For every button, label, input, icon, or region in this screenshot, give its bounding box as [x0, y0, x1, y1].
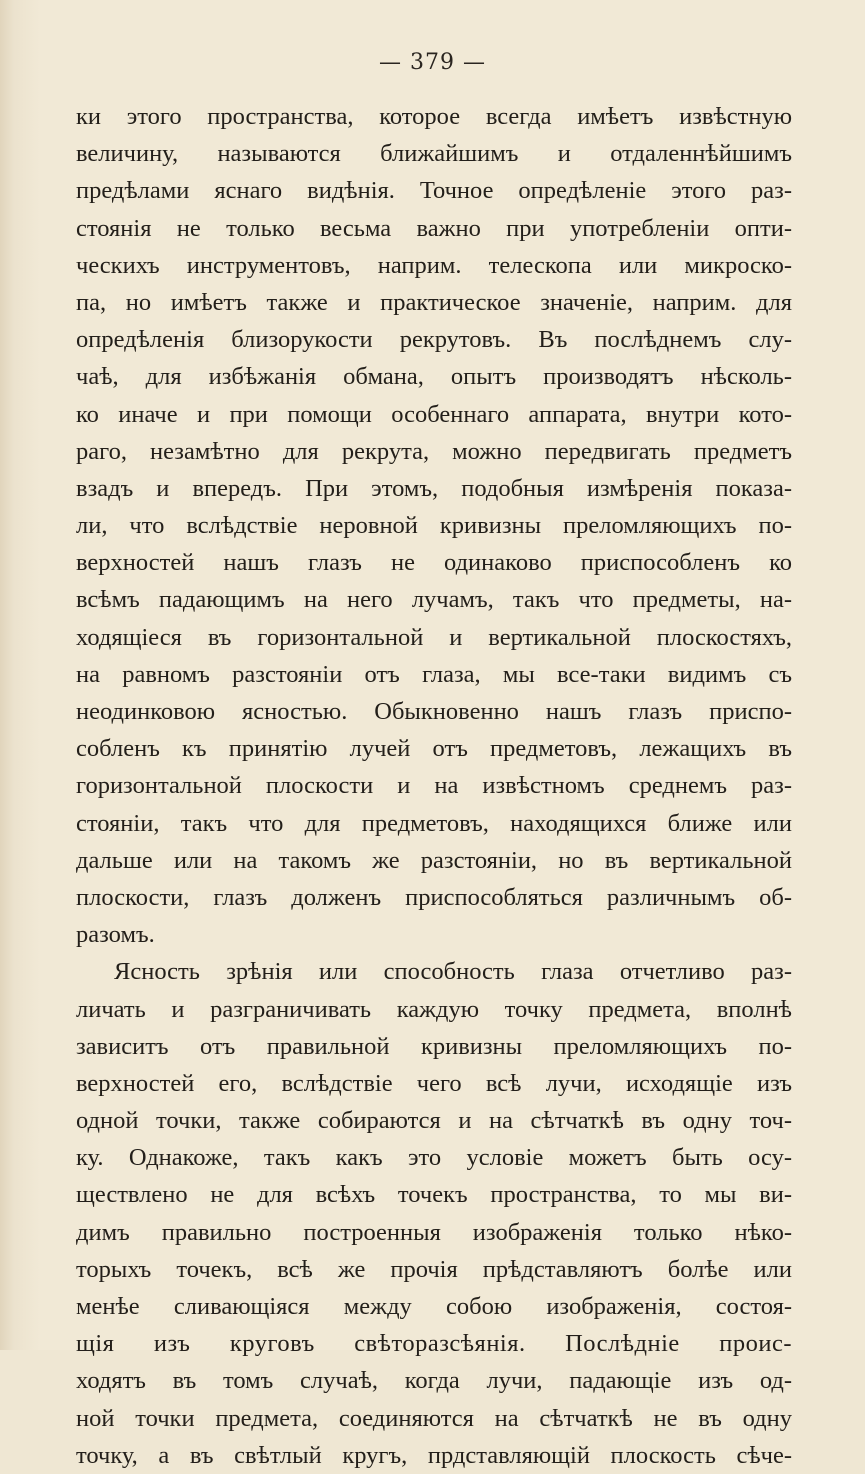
paragraph-1 — [76, 98, 792, 953]
text-line: разомъ. — [76, 921, 155, 949]
text-line: Ясность зрѣнія или способность глаза отчетливо раз- — [114, 958, 792, 986]
text-line: всѣмъ падающимъ на него лучамъ, такъ что предметы, на- — [76, 586, 792, 614]
text-line: горизонтальной плоскости и на извѣстномъ среднемъ раз- — [76, 772, 792, 800]
text-line: верхностей нашъ глазъ не одинаково приспособленъ ко — [76, 549, 792, 577]
text-line: зависитъ отъ правильной кривизны преломляющихъ по- — [76, 1032, 792, 1060]
text-line: стоянія не только весьма важно при употребленіи опти- — [76, 214, 792, 242]
text-line: ходящіеся въ горизонтальной и вертикальной плоскостяхъ, — [76, 623, 792, 651]
text-line: собленъ къ принятію лучей отъ предметовъ, лежащихъ въ — [76, 735, 792, 763]
text-line: плоскости, глазъ долженъ приспособляться различнымъ об- — [76, 883, 792, 911]
text-line: раго, незамѣтно для рекрута, можно передвигать предметъ — [76, 437, 792, 465]
text-line: па, но имѣетъ также и практическое значеніе, наприм. для — [76, 288, 792, 316]
text-body — [76, 98, 792, 1474]
paragraph-2 — [76, 953, 792, 1474]
text-line: одной точки, также собираются и на сѣтчаткѣ въ одну точ- — [76, 1107, 792, 1135]
text-line: опредѣленія близорукости рекрутовъ. Въ послѣднемъ слу- — [76, 326, 792, 354]
text-line: ной точки предмета, соединяются на сѣтчаткѣ не въ одну — [76, 1404, 792, 1432]
text-line: ку. Однакоже, такъ какъ это условіе можетъ быть осу- — [76, 1144, 792, 1172]
text-line: ки этого пространства, которое всегда имѣетъ извѣстную — [76, 103, 792, 130]
text-line: неодинковою ясностью. Обыкновенно нашъ глазъ приспо- — [76, 698, 792, 725]
text-line: ществлено не для всѣхъ точекъ пространства, то мы ви- — [76, 1181, 792, 1209]
text-line: менѣе сливающіяся между собою изображенія, состоя- — [76, 1293, 792, 1320]
text-line: ходятъ въ томъ случаѣ, когда лучи, падающіе изъ од- — [76, 1367, 792, 1395]
text-line: взадъ и впередъ. При этомъ, подобныя измѣренія показа- — [76, 474, 792, 502]
text-line: дальше или на такомъ же разстояніи, но въ вертикальной — [76, 846, 792, 874]
text-line: ческихъ инструментовъ, наприм. телескопа или микроско- — [76, 251, 792, 279]
text-line: ко иначе и при помощи особеннаго аппарата, внутри кото- — [76, 400, 792, 428]
text-line: личать и разграничивать каждую точку предмета, вполнѣ — [76, 995, 792, 1023]
text-line: торыхъ точекъ, всѣ же прочія прѣдставляютъ болѣе или — [76, 1255, 792, 1283]
text-line: ли, что вслѣдствіе неровной кривизны преломляющихъ по- — [76, 512, 792, 540]
text-line: величину, называются ближайшимъ и отдаленнѣйшимъ — [76, 140, 792, 168]
text-line: чаѣ, для избѣжанія обмана, опытъ производятъ нѣсколь- — [76, 363, 792, 391]
text-line: димъ правильно построенныя изображенія только нѣко- — [76, 1218, 792, 1246]
page-number: — 379 — — [379, 50, 486, 75]
text-line: на равномъ разстояніи отъ глаза, мы все-таки видимъ съ — [76, 660, 792, 688]
text-line: предѣлами яснаго видѣнія. Точное опредѣленіе этого раз- — [76, 177, 792, 205]
text-line: стояніи, такъ что для предметовъ, находящихся ближе или — [76, 809, 792, 837]
text-line: верхностей его, вслѣдствіе чего всѣ лучи, исходящіе изъ — [76, 1069, 792, 1097]
text-line: щія изъ круговъ свѣторазсѣянія. Послѣдніе проис- — [76, 1330, 792, 1358]
text-line: точку, а въ свѣтлый кругъ, прдставляющій плоскость сѣче- — [76, 1441, 792, 1469]
